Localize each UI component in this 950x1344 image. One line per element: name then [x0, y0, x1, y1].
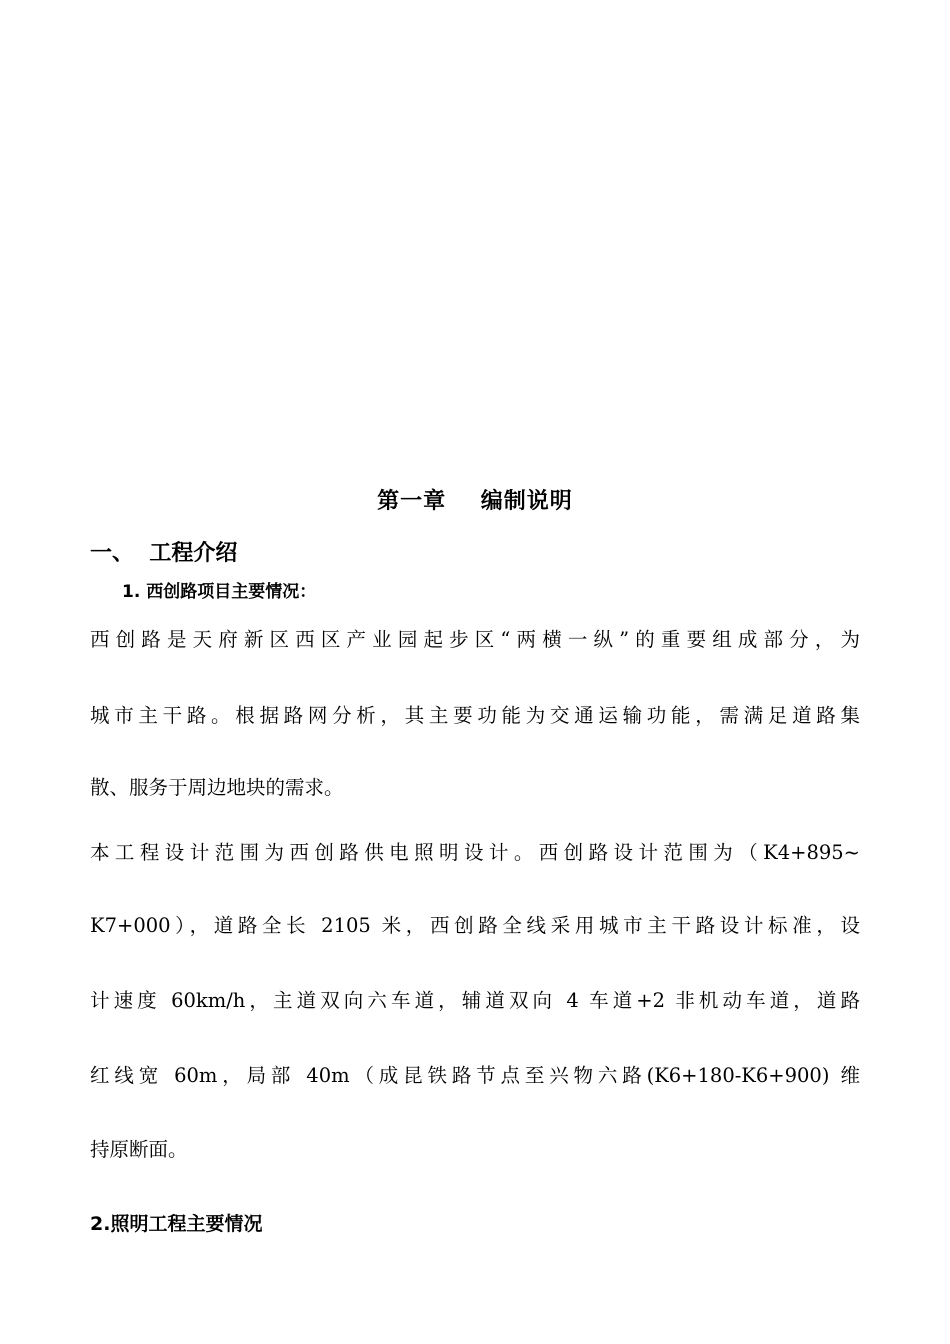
paragraph-2-line-2: K7+000），道路全长 2105 米，西创路全线采用城市主干路设计标准，设 — [90, 914, 860, 937]
paragraph-1-line-2: 城市主干路。根据路网分析，其主要功能为交通运输功能，需满足道路集 — [90, 704, 860, 727]
paragraph-2-line-5: 持原断面。 — [90, 1138, 188, 1161]
paragraph-1-line-1: 西创路是天府新区西区产业园起步区“两横一纵”的重要组成部分，为 — [90, 628, 860, 651]
paragraph-2-line-4: 红线宽 60m，局部 40m（成昆铁路节点至兴物六路(K6+180-K6+900) 维 — [90, 1064, 860, 1087]
paragraph-1-line-3: 散、服务于周边地块的需求。 — [90, 776, 344, 799]
subsection-heading-2: 2.照明工程主要情况 — [90, 1213, 263, 1235]
paragraph-2-line-3: 计速度 60km/h，主道双向六车道，辅道双向 4 车道+2 非机动车道，道路 — [90, 989, 860, 1012]
section-heading: 一、 工程介绍 — [90, 541, 238, 566]
subsection-heading-1: 1. 西创路项目主要情况： — [122, 582, 317, 602]
chapter-title: 第一章 编制说明 — [377, 489, 573, 514]
paragraph-2-line-1: 本工程设计范围为西创路供电照明设计。西创路设计范围为（K4+895~ — [90, 841, 860, 864]
